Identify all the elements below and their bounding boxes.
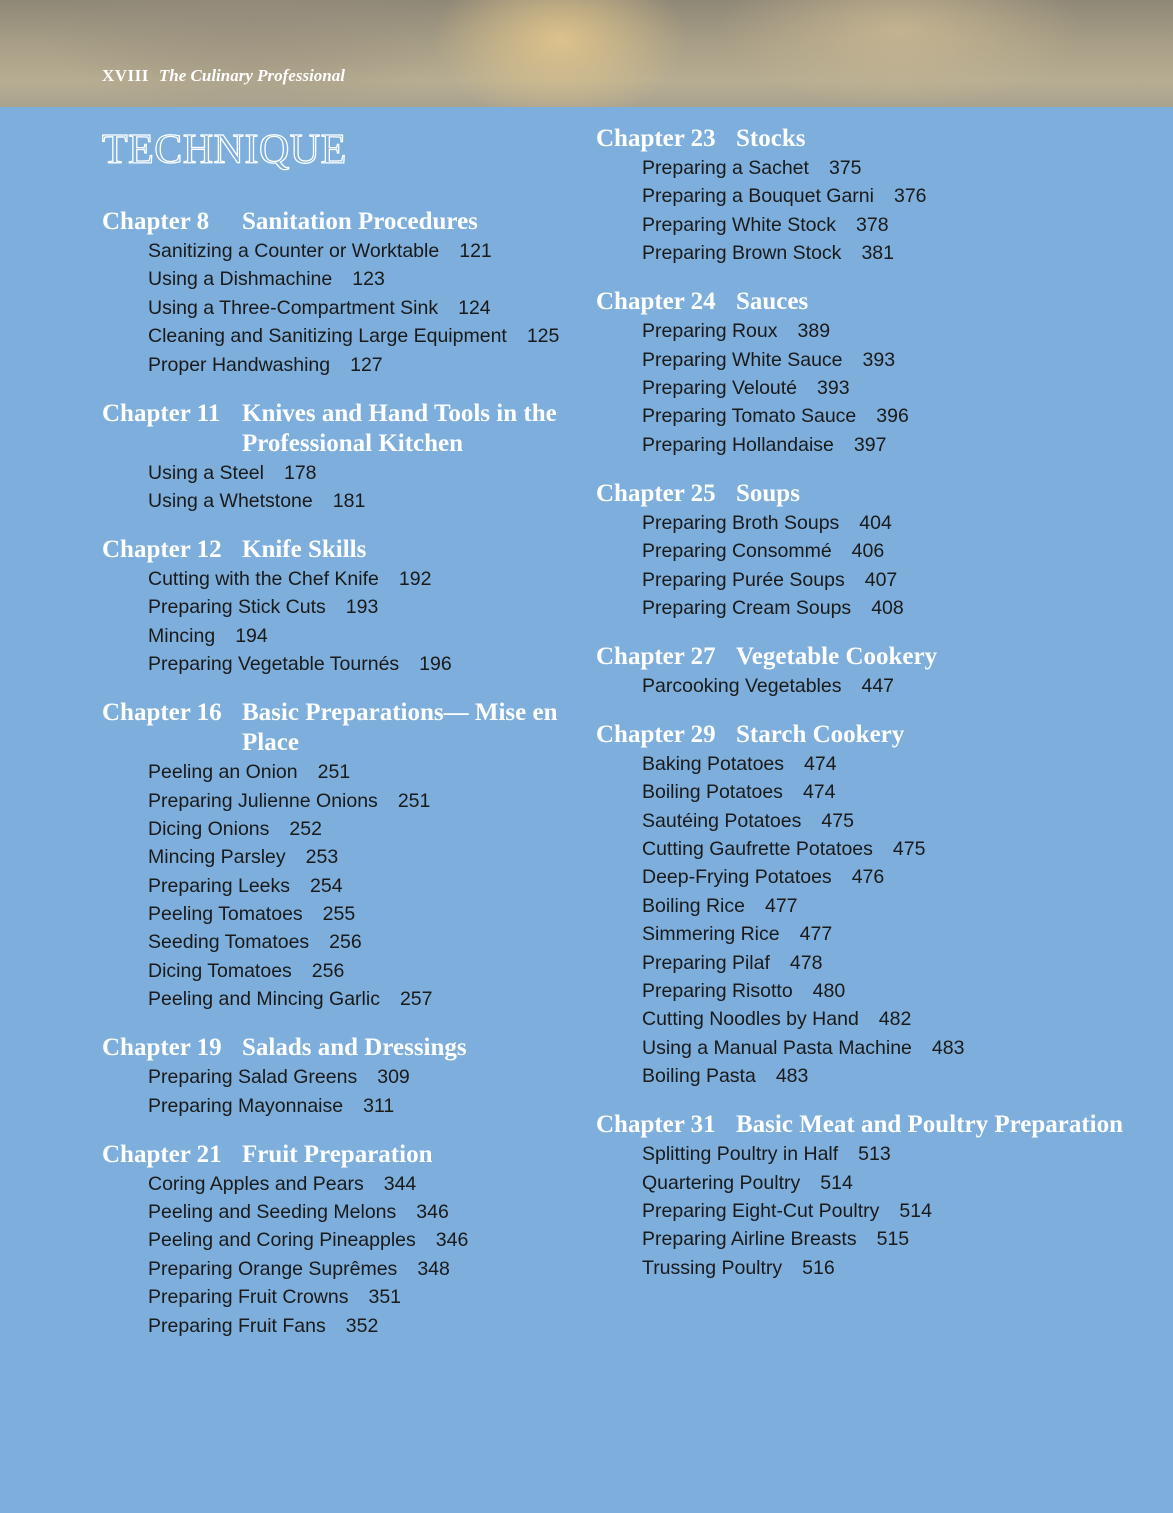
page-ref: 407 — [864, 568, 898, 591]
technique-label: Seeding Tomatoes — [148, 931, 310, 954]
page-ref: 346 — [416, 1201, 449, 1224]
technique-label: Preparing Tomato Sauce — [642, 405, 857, 428]
page-ref: 123 — [352, 268, 385, 291]
chapter-block — [102, 1033, 572, 1118]
chapter-title: Sauces — [736, 288, 809, 316]
technique-label: Mincing — [148, 624, 216, 647]
chapter-title: Soups — [736, 479, 800, 507]
technique-list — [596, 752, 1156, 1089]
technique-entry — [642, 809, 1156, 834]
technique-entry — [642, 404, 1156, 429]
page-ref: 516 — [802, 1256, 835, 1279]
technique-entry — [148, 1257, 572, 1282]
technique-label: Parcooking Vegetables — [642, 674, 842, 697]
technique-entry — [148, 1285, 572, 1310]
chapter-number: Chapter 8 — [102, 208, 210, 235]
technique-label: Cutting with the Chef Knife — [148, 567, 379, 590]
technique-entry — [148, 817, 572, 842]
page-ref: 483 — [931, 1036, 965, 1059]
page-ref: 376 — [893, 185, 927, 208]
technique-label: Sautéing Potatoes — [642, 809, 802, 832]
technique-entry — [148, 1172, 572, 1197]
technique-label: Preparing Orange Suprêmes — [148, 1257, 398, 1280]
technique-entry — [642, 865, 1156, 890]
technique-list — [596, 674, 1156, 699]
technique-label: Preparing Brown Stock — [642, 242, 842, 265]
page-ref: 477 — [764, 894, 798, 917]
page-ref: 393 — [862, 348, 896, 371]
technique-entry — [148, 959, 572, 984]
chapter-block — [596, 479, 1156, 621]
page-ref: 397 — [853, 433, 887, 456]
page-ref: 192 — [398, 567, 432, 590]
technique-entry — [642, 1171, 1156, 1196]
technique-label: Preparing Fruit Fans — [148, 1314, 326, 1337]
technique-label: Preparing White Stock — [642, 213, 837, 236]
page-ref: 344 — [383, 1172, 417, 1195]
technique-entry — [642, 979, 1156, 1004]
chapter-title: Basic Meat and Poultry Preparation — [736, 1111, 1123, 1139]
technique-label: Preparing Vegetable Tournés — [148, 653, 400, 676]
technique-entry — [148, 489, 572, 514]
technique-label: Cutting Gaufrette Potatoes — [642, 838, 873, 861]
chapter-number: Chapter 31 — [596, 1111, 716, 1139]
technique-label: Dicing Tomatoes — [148, 959, 292, 982]
technique-label: Simmering Rice — [642, 923, 780, 946]
page-ref: 121 — [459, 240, 492, 262]
page-ref: 351 — [368, 1286, 402, 1309]
technique-label: Preparing Leeks — [148, 874, 291, 897]
chapter-title: Salads and Dressings — [242, 1034, 467, 1062]
page-ref: 255 — [322, 903, 356, 926]
technique-label: Peeling and Coring Pineapples — [148, 1229, 416, 1252]
technique-label: Quartering Poultry — [642, 1171, 801, 1194]
page-ref: 125 — [526, 325, 560, 348]
chapter-block — [102, 698, 572, 1012]
technique-entry — [642, 752, 1156, 777]
technique-entry — [642, 674, 1156, 699]
technique-label: Proper Handwashing — [148, 353, 331, 376]
page-ref: 480 — [812, 980, 846, 1003]
technique-label: Boiling Pasta — [642, 1065, 756, 1088]
chapter-number: Chapter 23 — [596, 125, 716, 152]
page-ref: 406 — [851, 540, 885, 563]
technique-entry — [148, 930, 572, 955]
technique-list — [596, 1142, 1156, 1281]
page-ref: 513 — [858, 1143, 891, 1166]
technique-label: Boiling Potatoes — [642, 781, 783, 804]
page-ref: 124 — [458, 296, 491, 319]
technique-label: Using a Three-Compartment Sink — [148, 296, 439, 319]
technique-entry — [642, 1199, 1156, 1224]
page-ref: 378 — [856, 213, 889, 236]
technique-entry — [148, 987, 572, 1012]
technique-label: Peeling Tomatoes — [148, 903, 303, 926]
chapter-number: Chapter 27 — [596, 642, 716, 670]
chapter-number: Chapter 12 — [102, 535, 222, 563]
technique-label: Peeling and Mincing Garlic — [148, 988, 380, 1011]
page-ref: 474 — [804, 752, 837, 775]
technique-entry — [148, 1228, 572, 1253]
page-ref: 389 — [797, 320, 831, 343]
chapter-block — [102, 535, 572, 677]
technique-entry — [642, 348, 1156, 373]
page-number: XVIII — [102, 66, 149, 85]
technique-label: Cleaning and Sanitizing Large Equipment — [148, 325, 507, 348]
chapter-heading — [102, 698, 572, 758]
technique-label: Preparing Roux — [642, 320, 778, 343]
technique-entry — [148, 353, 572, 378]
page-ref: 396 — [876, 405, 909, 428]
chapter-heading — [102, 399, 572, 459]
page-ref: 178 — [283, 461, 317, 484]
chapter-heading — [102, 1140, 572, 1170]
technique-entry — [642, 1064, 1156, 1089]
technique-entry — [148, 874, 572, 899]
chapter-title: Starch Cookery — [736, 720, 905, 748]
technique-entry — [642, 780, 1156, 805]
technique-label: Preparing Salad Greens — [148, 1066, 358, 1089]
page-ref: 348 — [417, 1257, 450, 1280]
technique-label: Cutting Noodles by Hand — [642, 1008, 859, 1031]
technique-entry — [642, 156, 1156, 181]
chapter-title: Vegetable Cookery — [736, 642, 938, 670]
technique-entry — [148, 760, 572, 785]
page-ref: 447 — [861, 674, 895, 697]
technique-entry — [148, 324, 572, 349]
page-ref: 194 — [235, 624, 268, 647]
page-ref: 404 — [859, 511, 892, 534]
page-ref: 252 — [289, 817, 322, 840]
left-column — [102, 207, 572, 1360]
technique-entry — [642, 376, 1156, 401]
page-ref: 514 — [899, 1199, 932, 1222]
technique-label: Preparing Airline Breasts — [642, 1228, 857, 1251]
page-ref: 381 — [861, 242, 894, 265]
technique-entry — [148, 267, 572, 292]
technique-label: Sanitizing a Counter or Worktable — [148, 240, 440, 262]
technique-entry — [642, 1256, 1156, 1281]
technique-entry — [642, 837, 1156, 862]
technique-label: Trussing Poultry — [642, 1256, 783, 1279]
technique-label: Preparing Mayonnaise — [148, 1094, 344, 1117]
technique-label: Preparing Hollandaise — [642, 433, 834, 456]
page-ref: 393 — [817, 376, 850, 399]
chapter-block — [596, 720, 1156, 1089]
page-ref: 483 — [775, 1065, 809, 1088]
page-ref: 251 — [317, 761, 351, 784]
page-ref: 181 — [332, 489, 366, 512]
technique-label: Preparing a Sachet — [642, 157, 809, 179]
technique-label: Splitting Poultry in Half — [642, 1143, 839, 1166]
technique-entry — [642, 1227, 1156, 1252]
technique-label: Boiling Rice — [642, 894, 745, 917]
technique-entry — [148, 595, 572, 620]
technique-label: Peeling and Seeding Melons — [148, 1201, 397, 1224]
chapter-block — [102, 207, 572, 378]
technique-entry — [642, 539, 1156, 564]
technique-label: Preparing Stick Cuts — [148, 596, 326, 619]
technique-label: Using a Steel — [148, 461, 264, 484]
technique-entry — [642, 922, 1156, 947]
chapter-title: Stocks — [736, 125, 806, 152]
technique-entry — [642, 319, 1156, 344]
technique-entry — [642, 894, 1156, 919]
page-ref: 478 — [789, 951, 823, 974]
chapter-heading — [596, 287, 1156, 317]
page-ref: 193 — [345, 596, 379, 619]
technique-entry — [148, 624, 572, 649]
technique-list — [596, 156, 1156, 266]
technique-list — [102, 461, 572, 514]
technique-label: Baking Potatoes — [642, 752, 785, 775]
technique-label: Preparing a Bouquet Garni — [642, 185, 874, 208]
technique-entry — [642, 184, 1156, 209]
page-ref: 482 — [878, 1008, 912, 1031]
chapter-title: Basic Preparations— Mise en Place — [242, 699, 558, 757]
technique-label: Dicing Onions — [148, 817, 270, 840]
technique-label: Preparing White Sauce — [642, 348, 843, 371]
chapter-heading — [102, 1033, 572, 1063]
chapter-number: Chapter 29 — [596, 720, 716, 748]
technique-entry — [642, 1036, 1156, 1061]
technique-entry — [148, 902, 572, 927]
page-ref: 346 — [435, 1229, 469, 1252]
chapter-block — [596, 1110, 1156, 1281]
technique-label: Coring Apples and Pears — [148, 1172, 364, 1195]
section-title: TECHNIQUE — [102, 127, 347, 173]
page-ref: 375 — [828, 157, 862, 179]
technique-label: Mincing Parsley — [148, 846, 286, 869]
technique-entry — [148, 1314, 572, 1339]
technique-label: Using a Dishmachine — [148, 268, 333, 291]
chapter-block — [102, 399, 572, 514]
chapter-title: Fruit Preparation — [242, 1140, 433, 1168]
technique-entry — [148, 845, 572, 870]
chapter-title: Knives and Hand Tools in the Professional Kitchen — [242, 399, 557, 457]
chapter-block — [596, 124, 1156, 266]
page-ref: 196 — [419, 653, 452, 676]
technique-list — [596, 511, 1156, 621]
page-ref: 311 — [363, 1094, 395, 1117]
chapter-block — [102, 1140, 572, 1339]
technique-entry — [148, 461, 572, 486]
technique-entry — [148, 296, 572, 321]
technique-entry — [148, 239, 572, 264]
technique-entry — [642, 433, 1156, 458]
technique-label: Using a Whetstone — [148, 489, 313, 512]
technique-label: Preparing Cream Soups — [642, 596, 852, 619]
chapter-block — [596, 642, 1156, 699]
technique-list — [596, 319, 1156, 458]
technique-entry — [642, 596, 1156, 621]
page-ref: 309 — [377, 1066, 410, 1089]
technique-entry — [148, 789, 572, 814]
page-ref: 256 — [329, 931, 362, 954]
chapter-heading — [596, 479, 1156, 509]
chapter-number: Chapter 24 — [596, 288, 716, 316]
right-column — [596, 124, 1156, 1302]
technique-label: Using a Manual Pasta Machine — [642, 1036, 912, 1059]
technique-entry — [148, 1065, 572, 1090]
technique-label: Preparing Eight-Cut Poultry — [642, 1199, 880, 1222]
chapter-title: Sanitation Procedures — [242, 208, 478, 235]
chapter-heading — [102, 207, 572, 237]
chapter-number: Chapter 19 — [102, 1034, 222, 1062]
technique-list — [102, 239, 572, 378]
page-ref: 256 — [311, 959, 345, 982]
chapter-title: Knife Skills — [242, 535, 367, 563]
technique-entry — [148, 652, 572, 677]
technique-label: Preparing Purée Soups — [642, 568, 845, 591]
chapter-number: Chapter 21 — [102, 1140, 222, 1168]
technique-entry — [642, 1007, 1156, 1032]
page-ref: 253 — [305, 846, 339, 869]
chapter-block — [596, 287, 1156, 458]
technique-label: Peeling an Onion — [148, 761, 298, 784]
chapter-number: Chapter 16 — [102, 699, 222, 727]
page-ref: 475 — [821, 809, 854, 832]
technique-entry — [148, 567, 572, 592]
page-ref: 352 — [345, 1314, 379, 1337]
chapter-heading — [102, 535, 572, 565]
technique-label: Preparing Broth Soups — [642, 511, 840, 534]
page-ref: 514 — [820, 1171, 853, 1194]
page-ref: 408 — [871, 596, 904, 619]
chapter-heading — [596, 1110, 1156, 1140]
technique-label: Preparing Risotto — [642, 980, 793, 1003]
page-ref: 251 — [397, 789, 431, 812]
technique-entry — [642, 568, 1156, 593]
page-ref: 515 — [876, 1228, 910, 1251]
page-ref: 477 — [799, 923, 833, 946]
page-ref: 127 — [350, 353, 383, 376]
technique-label: Preparing Consommé — [642, 540, 832, 563]
technique-label: Preparing Julienne Onions — [148, 789, 378, 812]
technique-list — [102, 567, 572, 677]
chapter-number: Chapter 25 — [596, 479, 716, 507]
technique-label: Preparing Velouté — [642, 376, 798, 399]
chapter-heading — [596, 124, 1156, 154]
page-ref: 254 — [310, 874, 343, 897]
page-ref: 474 — [802, 781, 836, 804]
technique-entry — [148, 1094, 572, 1119]
chapter-number: Chapter 11 — [102, 399, 221, 427]
technique-entry — [642, 951, 1156, 976]
technique-list — [102, 1065, 572, 1118]
technique-entry — [642, 511, 1156, 536]
technique-list — [102, 1172, 572, 1339]
technique-label: Deep-Frying Potatoes — [642, 866, 832, 889]
chapter-heading — [596, 720, 1156, 750]
page-ref: 475 — [892, 838, 926, 861]
technique-list — [102, 760, 572, 1012]
technique-entry — [148, 1200, 572, 1225]
page-header — [0, 0, 1173, 107]
page-ref: 476 — [851, 866, 885, 889]
page-ref: 257 — [399, 988, 433, 1011]
technique-label: Preparing Fruit Crowns — [148, 1286, 349, 1309]
book-title: The Culinary Professional — [158, 66, 345, 85]
technique-entry — [642, 213, 1156, 238]
technique-label: Preparing Pilaf — [642, 951, 770, 974]
running-head — [102, 66, 345, 86]
technique-entry — [642, 241, 1156, 266]
technique-entry — [642, 1142, 1156, 1167]
chapter-heading — [596, 642, 1156, 672]
